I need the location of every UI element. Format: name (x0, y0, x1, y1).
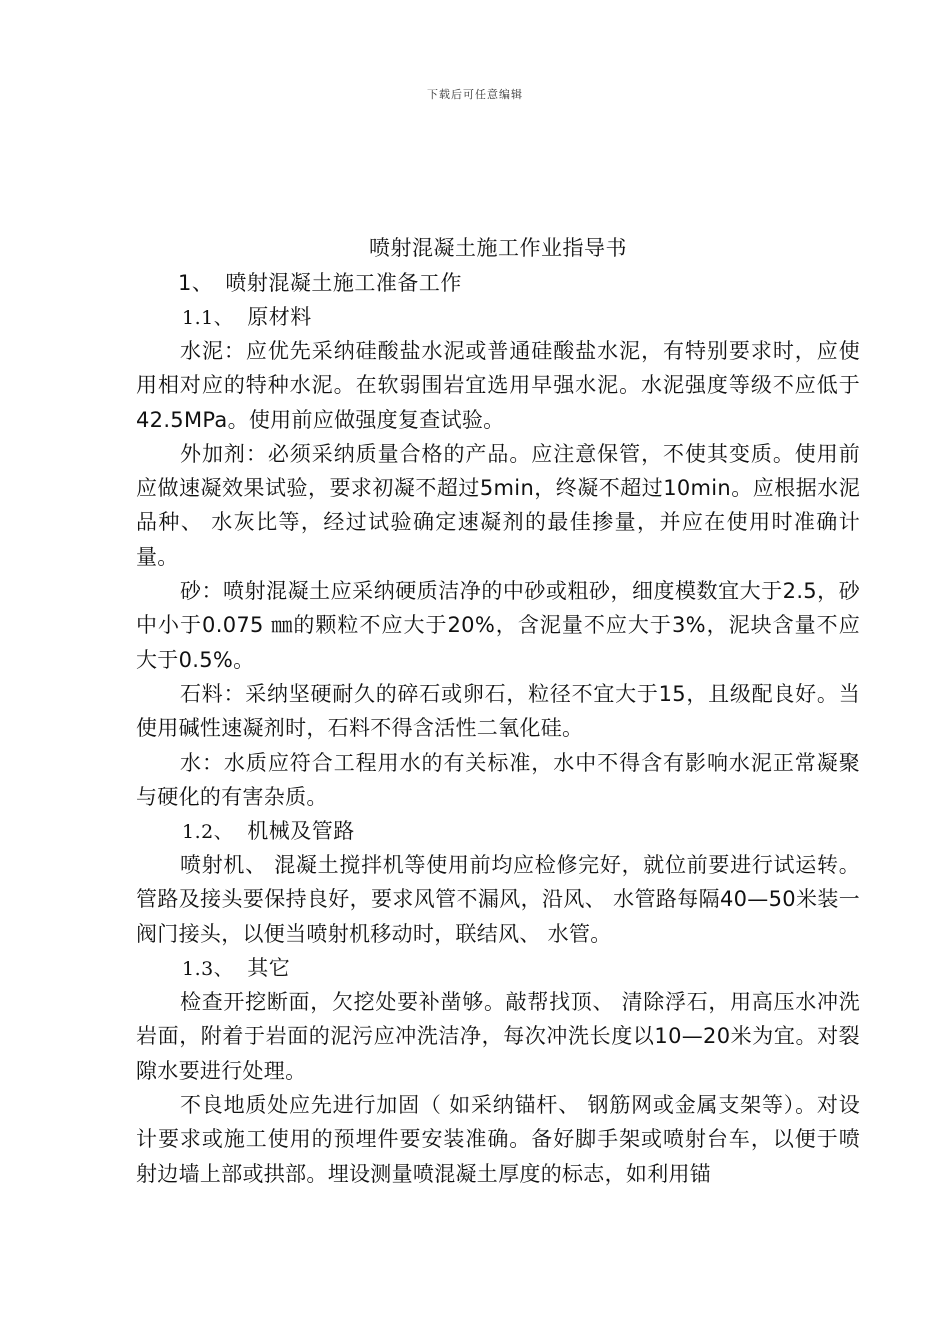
section-1-3-number: 1.3、 (182, 958, 234, 981)
section-1-title: 喷射混凝土施工准备工作 (225, 271, 462, 295)
paragraph-inspection: 检查开挖断面，欠挖处要补凿够。敲帮找顶、 清除浮石，用高压水冲洗岩面，附着于岩面的泥污应冲洗洁净，每次冲洗长度以10—20米为宜。对裂隙水要进行处理。 (136, 990, 860, 1083)
section-1-1-heading (136, 300, 860, 334)
document-body (136, 230, 860, 1191)
paragraph-machinery: 喷射机、 混凝土搅拌机等使用前均应检修完好，就位前要进行试运转。管路及接头要保持良好，要求风管不漏风，沿风、 水管路每隔40—50米装一阀门接头，以便当喷射机移动时，联结风、 水管。 (136, 853, 860, 946)
section-1-number: 1、 (178, 271, 214, 295)
paragraph-admixture: 外加剂：必须采纳质量合格的产品。应注意保管，不使其变质。使用前应做速凝效果试验，要求初凝不超过5min，终凝不超过10min。应根据水泥品种、 水灰比等，经过试验确定速凝剂的最佳掺量，并应在使用时准确计量。 (136, 441, 860, 569)
section-1-2-number: 1.2、 (182, 821, 234, 844)
paragraph-sand: 砂：喷射混凝土应采纳硬质洁净的中砂或粗砂，细度模数宜大于2.5，砂中小于0.075 ㎜的颗粒不应大于20%，含泥量不应大于3%，泥块含量不应大于0.5%。 (136, 579, 860, 672)
section-1-heading (136, 266, 860, 300)
page-header: 下载后可任意编辑 (427, 88, 523, 101)
paragraph-water: 水：水质应符合工程用水的有关标准，水中不得含有影响水泥正常凝聚与硬化的有害杂质。 (136, 750, 860, 809)
paragraph-aggregate: 石料：采纳坚硬耐久的碎石或卵石，粒径不宜大于15，且级配良好。当使用碱性速凝剂时，石料不得含活性二氧化硅。 (136, 681, 860, 741)
section-1-2-title: 机械及管路 (247, 819, 355, 844)
document-title: 喷射混凝土施工作业指导书 (369, 236, 627, 260)
section-1-1-number: 1.1、 (182, 307, 234, 329)
section-1-1-title: 原材料 (247, 305, 312, 329)
section-1-3-heading (136, 951, 860, 985)
section-1-3-title: 其它 (247, 956, 291, 981)
section-1-2-heading (136, 814, 860, 848)
paragraph-cement: 水泥：应优先采纳硅酸盐水泥或普通硅酸盐水泥，有特别要求时，应使用相对应的特种水泥。在软弱围岩宜选用早强水泥。水泥强度等级不应低于42.5MPa。使用前应做强度复查试验。 (136, 339, 860, 432)
paragraph-reinforcement: 不良地质处应先进行加固（ 如采纳锚杆、 钢筋网或金属支架等）。对设计要求或施工使用的预埋件要安装准确。备好脚手架或喷射台车，以便于喷射边墙上部或拱部。埋设测量喷混凝土厚度的标志，如利用锚 (136, 1092, 860, 1186)
